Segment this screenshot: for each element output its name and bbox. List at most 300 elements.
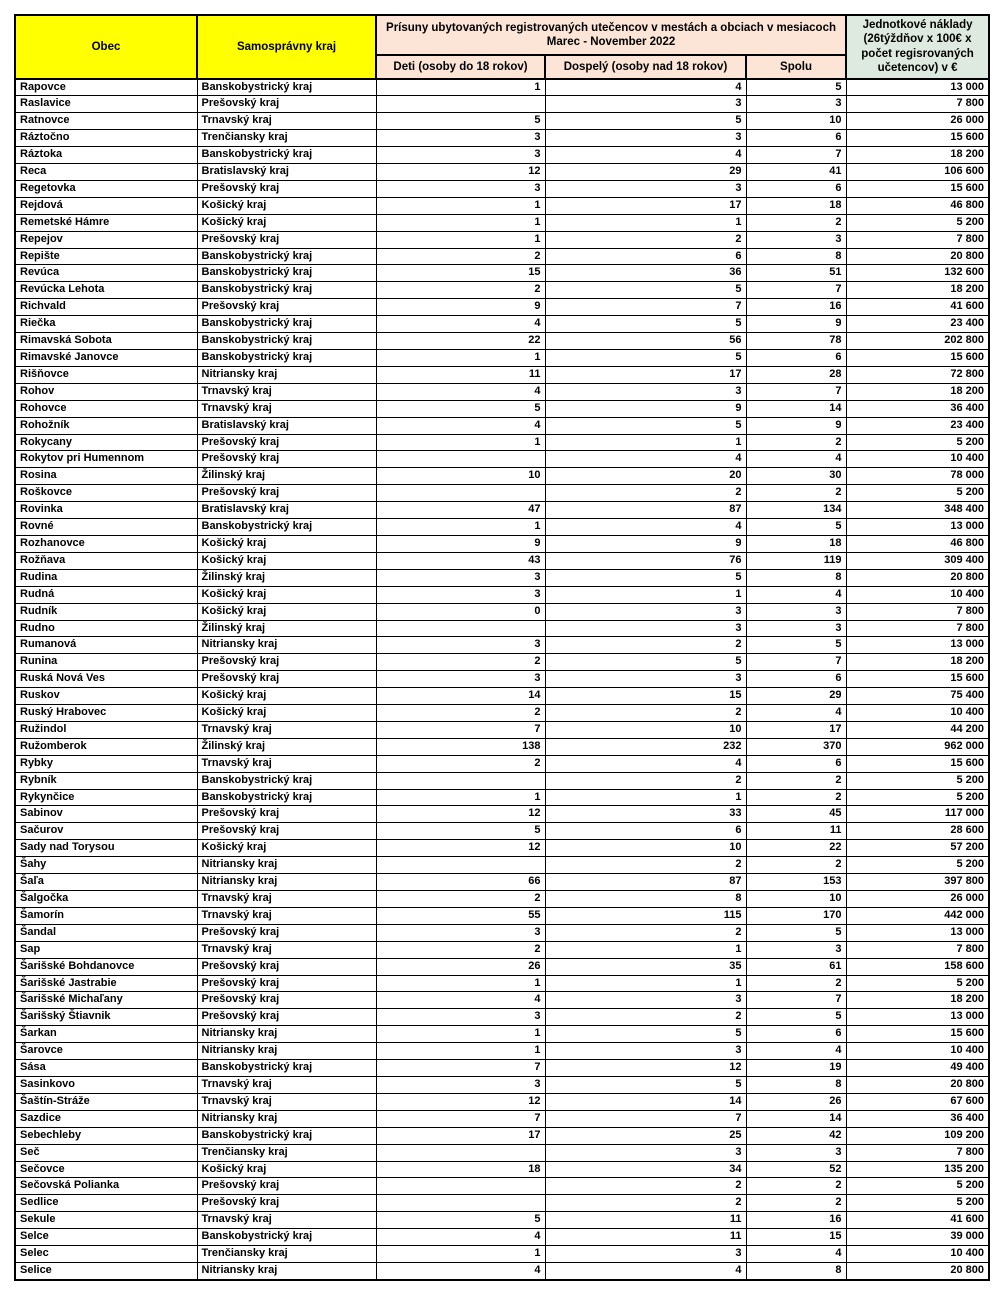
cell-kraj: Banskobystrický kraj [197,772,376,789]
cell-deti: 4 [376,417,545,434]
cell-naklady: 10 400 [846,451,989,468]
table-row [15,958,989,975]
cell-naklady: 20 800 [846,1076,989,1093]
cell-kraj: Bratislavský kraj [197,417,376,434]
cell-obec: Revúcka Lehota [15,282,197,299]
cell-deti: 1 [376,975,545,992]
cell-deti: 1 [376,350,545,367]
cell-spolu: 15 [746,1229,846,1246]
cell-obec: Ruskov [15,688,197,705]
cell-kraj: Banskobystrický kraj [197,350,376,367]
cell-kraj: Žilinský kraj [197,468,376,485]
cell-kraj: Košický kraj [197,586,376,603]
cell-naklady: 67 600 [846,1093,989,1110]
cell-deti: 3 [376,924,545,941]
cell-dospely: 5 [545,350,746,367]
cell-deti: 2 [376,282,545,299]
cell-spolu: 2 [746,772,846,789]
cell-spolu: 30 [746,468,846,485]
cell-spolu: 119 [746,552,846,569]
cell-kraj: Banskobystrický kraj [197,282,376,299]
cell-naklady: 49 400 [846,1060,989,1077]
table-row [15,130,989,147]
cell-deti: 9 [376,299,545,316]
cell-naklady: 26 000 [846,891,989,908]
cell-kraj: Košický kraj [197,1161,376,1178]
cell-naklady: 20 800 [846,1262,989,1279]
cell-naklady: 397 800 [846,874,989,891]
cell-spolu: 2 [746,1178,846,1195]
cell-obec: Šarišský Štiavnik [15,1009,197,1026]
cell-deti: 18 [376,1161,545,1178]
cell-naklady: 7 800 [846,941,989,958]
table-row [15,1093,989,1110]
table-row [15,282,989,299]
cell-dospely: 2 [545,231,746,248]
cell-deti: 7 [376,721,545,738]
cell-deti: 1 [376,1043,545,1060]
table-row [15,400,989,417]
table-row [15,738,989,755]
cell-spolu: 170 [746,907,846,924]
cell-obec: Rybky [15,755,197,772]
cell-deti [376,1195,545,1212]
cell-spolu: 41 [746,164,846,181]
cell-kraj: Prešovský kraj [197,451,376,468]
table-row [15,1060,989,1077]
cell-naklady: 5 200 [846,1178,989,1195]
cell-dospely: 15 [545,688,746,705]
cell-dospely: 11 [545,1212,746,1229]
cell-obec: Richvald [15,299,197,316]
cell-deti: 55 [376,907,545,924]
cell-kraj: Prešovský kraj [197,1195,376,1212]
cell-dospely: 7 [545,1110,746,1127]
cell-naklady: 15 600 [846,1026,989,1043]
cell-obec: Rozhanovce [15,535,197,552]
cell-spolu: 6 [746,130,846,147]
cell-spolu: 4 [746,451,846,468]
cell-obec: Šarišské Michaľany [15,992,197,1009]
cell-obec: Sasinkovo [15,1076,197,1093]
table-row [15,180,989,197]
cell-dospely: 3 [545,603,746,620]
cell-dospely: 4 [545,755,746,772]
cell-dospely: 5 [545,1076,746,1093]
table-row [15,840,989,857]
cell-dospely: 3 [545,620,746,637]
table-row [15,705,989,722]
cell-kraj: Košický kraj [197,840,376,857]
cell-naklady: 18 200 [846,383,989,400]
cell-naklady: 135 200 [846,1161,989,1178]
cell-kraj: Trnavský kraj [197,721,376,738]
cell-spolu: 7 [746,282,846,299]
cell-kraj: Prešovský kraj [197,806,376,823]
cell-dospely: 2 [545,1195,746,1212]
cell-obec: Rokytov pri Humennom [15,451,197,468]
table-row [15,603,989,620]
cell-kraj: Prešovský kraj [197,823,376,840]
cell-dospely: 2 [545,705,746,722]
cell-kraj: Banskobystrický kraj [197,147,376,164]
cell-spolu: 2 [746,975,846,992]
cell-naklady: 15 600 [846,130,989,147]
table-row [15,637,989,654]
cell-kraj: Prešovský kraj [197,434,376,451]
cell-spolu: 6 [746,180,846,197]
table-row [15,992,989,1009]
cell-obec: Ružindol [15,721,197,738]
cell-dospely: 2 [545,637,746,654]
cell-dospely: 56 [545,333,746,350]
cell-naklady: 36 400 [846,400,989,417]
cell-kraj: Trnavský kraj [197,891,376,908]
cell-obec: Rovné [15,519,197,536]
cell-spolu: 3 [746,96,846,113]
cell-deti: 1 [376,197,545,214]
table-row [15,333,989,350]
cell-obec: Ráztoka [15,147,197,164]
table-row [15,417,989,434]
cell-kraj: Prešovský kraj [197,96,376,113]
table-row [15,451,989,468]
cell-spolu: 6 [746,755,846,772]
cell-deti: 3 [376,147,545,164]
cell-dospely: 4 [545,79,746,96]
cell-spolu: 3 [746,1144,846,1161]
cell-obec: Sečovce [15,1161,197,1178]
cell-kraj: Trnavský kraj [197,755,376,772]
cell-deti: 3 [376,569,545,586]
cell-obec: Šalgočka [15,891,197,908]
cell-obec: Sečovská Polianka [15,1178,197,1195]
table-row [15,755,989,772]
column-header-spolu: Spolu [746,55,846,78]
table-row [15,586,989,603]
cell-deti: 1 [376,1246,545,1263]
cell-spolu: 2 [746,789,846,806]
cell-deti: 1 [376,231,545,248]
cell-obec: Rišňovce [15,366,197,383]
cell-deti: 2 [376,654,545,671]
cell-kraj: Banskobystrický kraj [197,1229,376,1246]
cell-naklady: 106 600 [846,164,989,181]
cell-spolu: 51 [746,265,846,282]
cell-dospely: 29 [545,164,746,181]
cell-kraj: Košický kraj [197,535,376,552]
cell-naklady: 5 200 [846,214,989,231]
cell-naklady: 10 400 [846,705,989,722]
cell-obec: Rožňava [15,552,197,569]
cell-spolu: 6 [746,1026,846,1043]
cell-dospely: 3 [545,1144,746,1161]
table-row [15,231,989,248]
cell-obec: Selec [15,1246,197,1263]
cell-naklady: 962 000 [846,738,989,755]
cell-deti: 1 [376,519,545,536]
cell-dospely: 35 [545,958,746,975]
cell-obec: Rohovce [15,400,197,417]
cell-obec: Repejov [15,231,197,248]
cell-naklady: 15 600 [846,671,989,688]
cell-obec: Rudná [15,586,197,603]
table-row [15,383,989,400]
cell-spolu: 5 [746,79,846,96]
cell-kraj: Banskobystrický kraj [197,79,376,96]
cell-spolu: 10 [746,113,846,130]
cell-spolu: 3 [746,603,846,620]
cell-dospely: 1 [545,434,746,451]
table-row [15,299,989,316]
cell-dospely: 5 [545,316,746,333]
table-row [15,1127,989,1144]
cell-dospely: 7 [545,299,746,316]
cell-dospely: 33 [545,806,746,823]
cell-dospely: 34 [545,1161,746,1178]
cell-kraj: Banskobystrický kraj [197,1060,376,1077]
cell-naklady: 348 400 [846,502,989,519]
cell-kraj: Banskobystrický kraj [197,316,376,333]
cell-naklady: 10 400 [846,586,989,603]
cell-obec: Šahy [15,857,197,874]
cell-naklady: 41 600 [846,1212,989,1229]
cell-kraj: Nitriansky kraj [197,1026,376,1043]
cell-obec: Sebechleby [15,1127,197,1144]
table-row [15,1043,989,1060]
cell-deti: 4 [376,992,545,1009]
cell-naklady: 13 000 [846,637,989,654]
cell-obec: Sazdice [15,1110,197,1127]
cell-obec: Sedlice [15,1195,197,1212]
cell-obec: Rykynčice [15,789,197,806]
cell-spolu: 6 [746,350,846,367]
cell-deti: 4 [376,1262,545,1279]
cell-deti: 1 [376,79,545,96]
cell-spolu: 5 [746,1009,846,1026]
cell-obec: Ružomberok [15,738,197,755]
cell-spolu: 6 [746,671,846,688]
cell-spolu: 8 [746,248,846,265]
table-row [15,468,989,485]
cell-deti: 7 [376,1060,545,1077]
cell-naklady: 5 200 [846,857,989,874]
cell-kraj: Trnavský kraj [197,113,376,130]
table-row [15,96,989,113]
table-row [15,907,989,924]
cell-deti: 5 [376,113,545,130]
column-header-dospely: Dospelý (osoby nad 18 rokov) [545,55,746,78]
table-row [15,366,989,383]
cell-naklady: 28 600 [846,823,989,840]
cell-dospely: 2 [545,485,746,502]
cell-kraj: Prešovský kraj [197,231,376,248]
cell-deti: 12 [376,1093,545,1110]
cell-dospely: 1 [545,975,746,992]
cell-spolu: 3 [746,620,846,637]
cell-deti [376,96,545,113]
cell-deti [376,451,545,468]
cell-obec: Šandal [15,924,197,941]
cell-kraj: Prešovský kraj [197,654,376,671]
cell-dospely: 87 [545,874,746,891]
cell-obec: Regetovka [15,180,197,197]
cell-kraj: Prešovský kraj [197,1178,376,1195]
table-row [15,688,989,705]
cell-kraj: Trenčiansky kraj [197,130,376,147]
cell-deti [376,1144,545,1161]
table-row [15,1246,989,1263]
table-row [15,214,989,231]
cell-kraj: Banskobystrický kraj [197,248,376,265]
cell-kraj: Košický kraj [197,214,376,231]
cell-obec: Rohožník [15,417,197,434]
table-row [15,79,989,96]
cell-naklady: 13 000 [846,79,989,96]
cell-deti [376,857,545,874]
cell-dospely: 2 [545,772,746,789]
cell-naklady: 20 800 [846,248,989,265]
table-row [15,248,989,265]
cell-kraj: Košický kraj [197,603,376,620]
cell-kraj: Trnavský kraj [197,1093,376,1110]
refugee-accommodation-table [14,14,990,1281]
cell-deti: 3 [376,180,545,197]
cell-spolu: 26 [746,1093,846,1110]
cell-kraj: Banskobystrický kraj [197,1127,376,1144]
cell-spolu: 2 [746,214,846,231]
cell-dospely: 17 [545,366,746,383]
cell-kraj: Žilinský kraj [197,569,376,586]
cell-spolu: 11 [746,823,846,840]
cell-spolu: 5 [746,924,846,941]
cell-kraj: Prešovský kraj [197,958,376,975]
table-row [15,891,989,908]
cell-obec: Ráztočno [15,130,197,147]
cell-dospely: 5 [545,654,746,671]
cell-obec: Revúca [15,265,197,282]
cell-kraj: Žilinský kraj [197,738,376,755]
cell-naklady: 7 800 [846,96,989,113]
table-row [15,857,989,874]
cell-spolu: 5 [746,519,846,536]
cell-naklady: 46 800 [846,535,989,552]
cell-spolu: 3 [746,941,846,958]
cell-dospely: 8 [545,891,746,908]
table-row [15,1144,989,1161]
cell-dospely: 2 [545,857,746,874]
table-row [15,975,989,992]
table-row [15,1229,989,1246]
cell-spolu: 2 [746,485,846,502]
cell-kraj: Trnavský kraj [197,941,376,958]
cell-deti: 14 [376,688,545,705]
cell-kraj: Prešovský kraj [197,992,376,1009]
cell-kraj: Trnavský kraj [197,400,376,417]
cell-spolu: 61 [746,958,846,975]
cell-kraj: Prešovský kraj [197,299,376,316]
cell-dospely: 5 [545,569,746,586]
cell-deti [376,772,545,789]
cell-obec: Selice [15,1262,197,1279]
cell-naklady: 132 600 [846,265,989,282]
cell-dospely: 9 [545,400,746,417]
cell-spolu: 16 [746,1212,846,1229]
cell-spolu: 18 [746,197,846,214]
cell-obec: Sap [15,941,197,958]
cell-dospely: 1 [545,214,746,231]
cell-spolu: 370 [746,738,846,755]
cell-spolu: 9 [746,316,846,333]
cell-deti: 66 [376,874,545,891]
cell-obec: Rapovce [15,79,197,96]
cell-spolu: 10 [746,891,846,908]
cell-spolu: 52 [746,1161,846,1178]
cell-dospely: 12 [545,1060,746,1077]
cell-spolu: 3 [746,231,846,248]
cell-dospely: 1 [545,941,746,958]
table-row [15,823,989,840]
cell-obec: Ruská Nová Ves [15,671,197,688]
cell-spolu: 7 [746,654,846,671]
cell-deti: 4 [376,383,545,400]
cell-obec: Sása [15,1060,197,1077]
cell-dospely: 5 [545,1026,746,1043]
cell-dospely: 4 [545,1262,746,1279]
cell-obec: Rimavské Janovce [15,350,197,367]
cell-deti: 9 [376,535,545,552]
cell-spolu: 14 [746,400,846,417]
cell-naklady: 39 000 [846,1229,989,1246]
table-row [15,113,989,130]
table-row [15,485,989,502]
cell-naklady: 109 200 [846,1127,989,1144]
cell-naklady: 46 800 [846,197,989,214]
cell-naklady: 15 600 [846,755,989,772]
cell-dospely: 10 [545,721,746,738]
cell-kraj: Nitriansky kraj [197,1110,376,1127]
cell-naklady: 78 000 [846,468,989,485]
table-row [15,350,989,367]
table-row [15,519,989,536]
cell-deti: 2 [376,248,545,265]
cell-dospely: 3 [545,1246,746,1263]
table-row [15,164,989,181]
cell-deti: 3 [376,637,545,654]
cell-deti: 12 [376,806,545,823]
cell-kraj: Prešovský kraj [197,1009,376,1026]
cell-naklady: 23 400 [846,417,989,434]
table-row [15,316,989,333]
cell-obec: Rimavská Sobota [15,333,197,350]
cell-spolu: 134 [746,502,846,519]
cell-kraj: Nitriansky kraj [197,1262,376,1279]
cell-deti: 11 [376,366,545,383]
table-row [15,806,989,823]
cell-deti: 43 [376,552,545,569]
cell-spolu: 42 [746,1127,846,1144]
cell-deti: 10 [376,468,545,485]
table-row [15,1161,989,1178]
cell-deti: 0 [376,603,545,620]
cell-deti: 2 [376,705,545,722]
cell-kraj: Košický kraj [197,197,376,214]
cell-obec: Rokycany [15,434,197,451]
cell-deti: 4 [376,316,545,333]
cell-kraj: Prešovský kraj [197,975,376,992]
table-row [15,197,989,214]
cell-kraj: Košický kraj [197,705,376,722]
